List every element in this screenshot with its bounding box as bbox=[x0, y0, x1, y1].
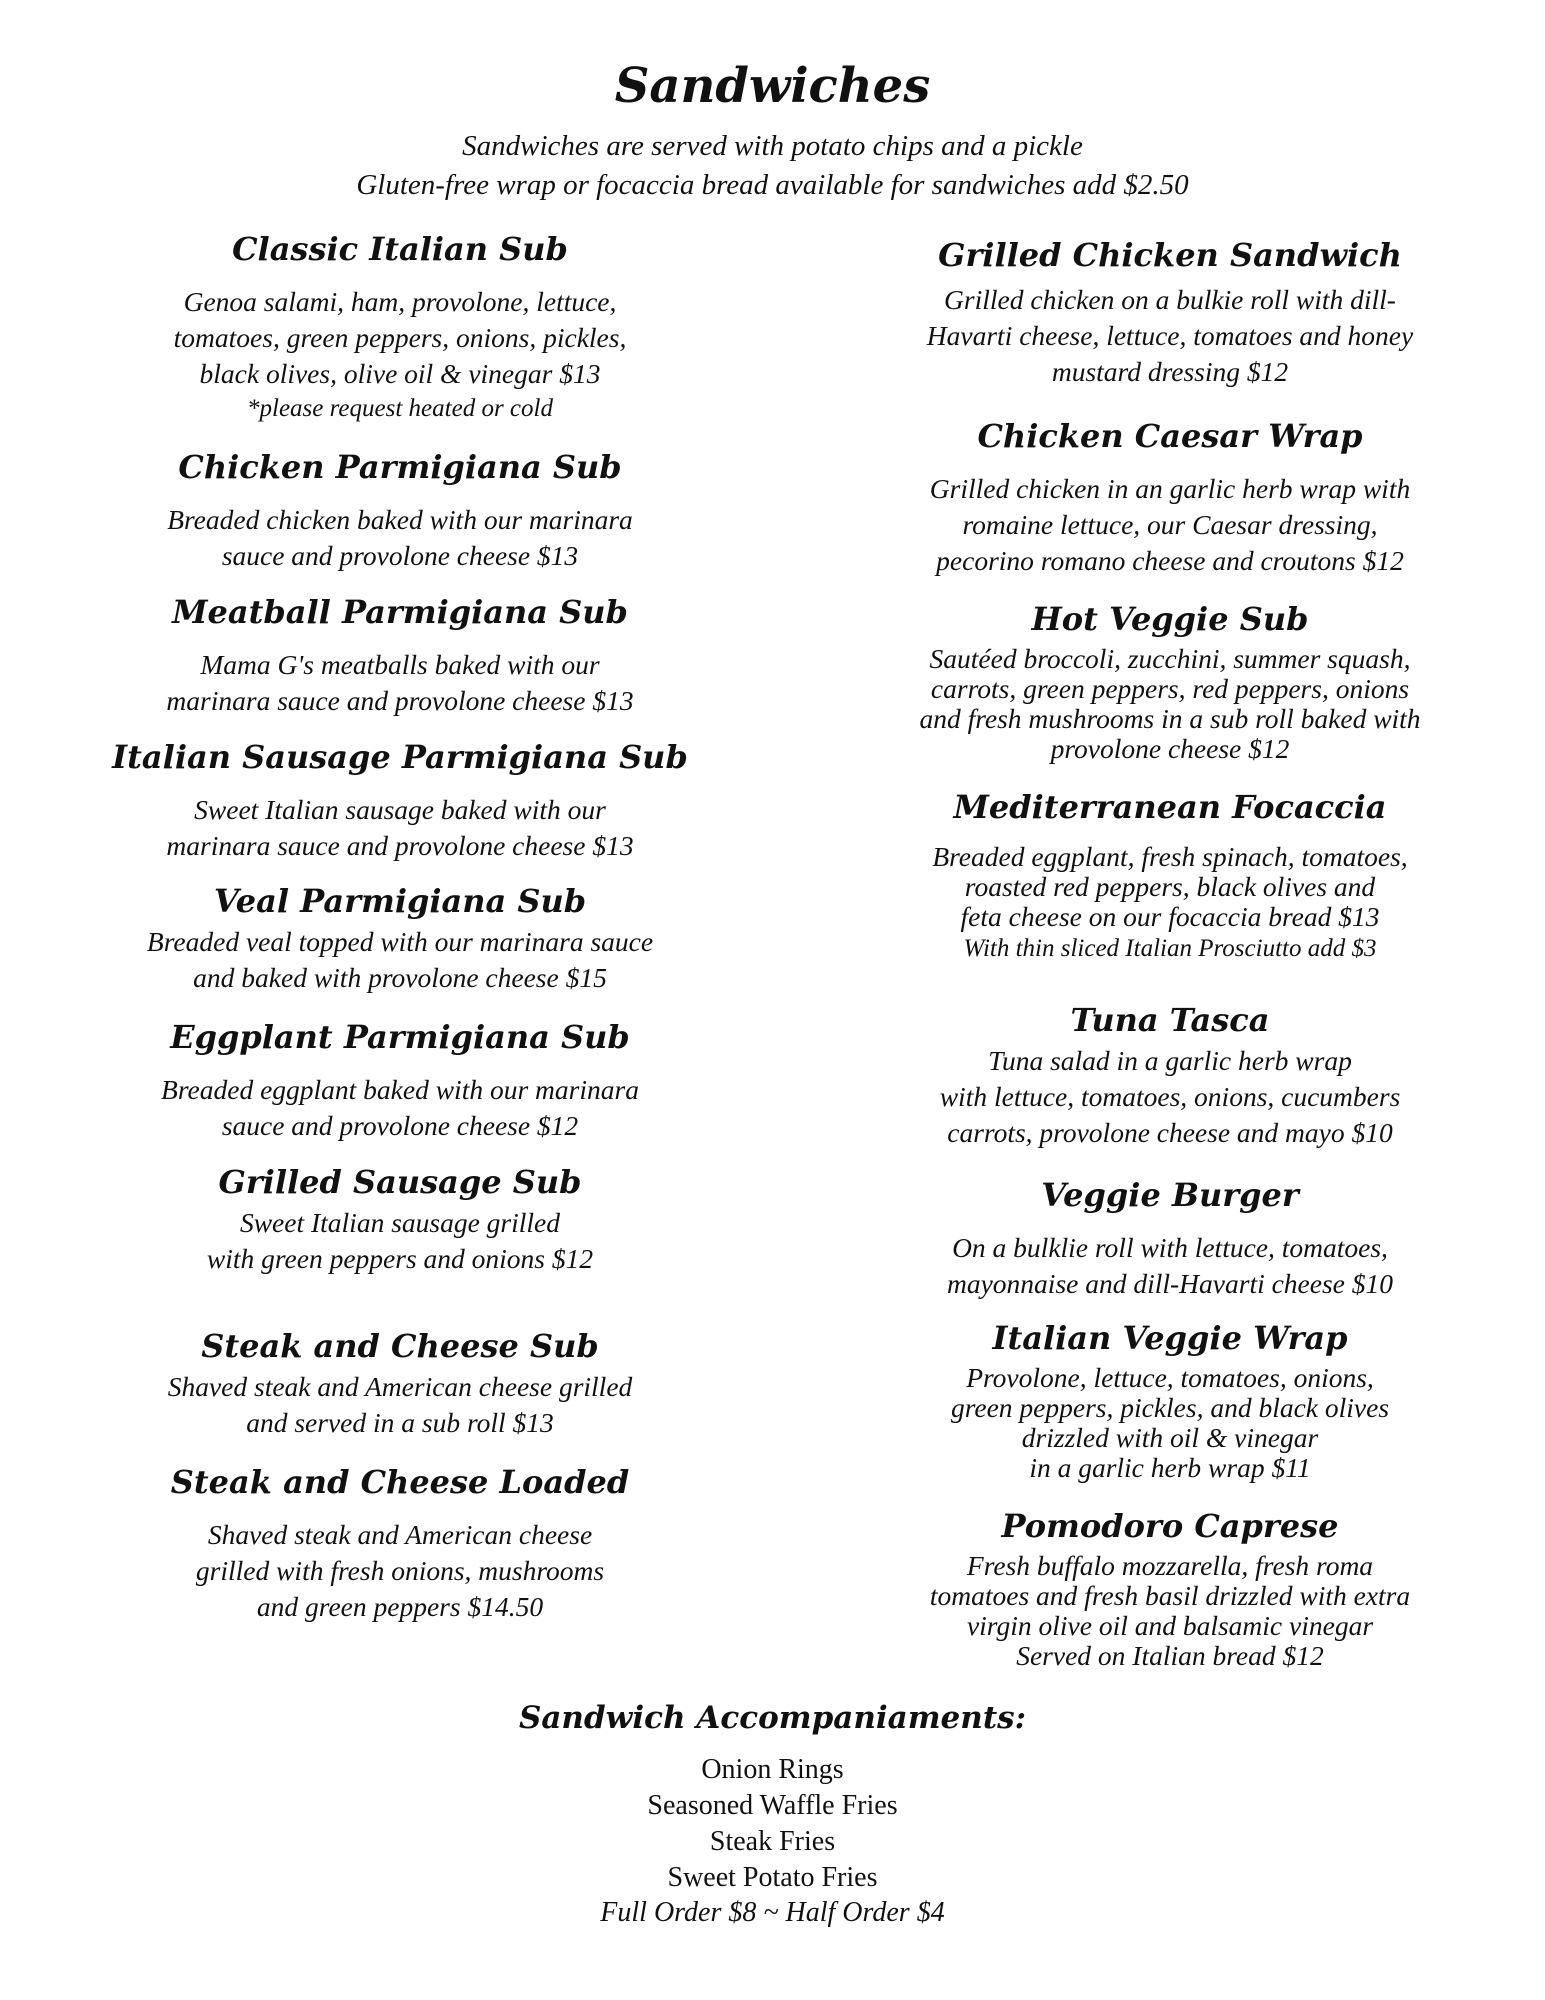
item-name: Meatball Parmigiana Sub bbox=[172, 593, 628, 631]
item-description: Breaded eggplant baked with our marinara sauce and provolone cheese $12 bbox=[161, 1074, 639, 1142]
item-name: Classic Italian Sub bbox=[232, 230, 568, 268]
item-description: Mama G's meatballs baked with our marinara sauce and provolone cheese $13 bbox=[166, 649, 634, 717]
item-description: Breaded chicken baked with our marinara sauce and provolone cheese $13 bbox=[167, 504, 633, 572]
menu-item-veggie-burger bbox=[860, 1176, 1480, 1302]
menu-subtitle-gluten-free: Gluten-free wrap or focaccia bread available for sandwiches add $2.50 bbox=[356, 169, 1189, 201]
item-description: Tuna salad in a garlic herb wrap with lettuce, tomatoes, onions, cucumbers carrots, provolone cheese and mayo $10 bbox=[939, 1045, 1401, 1149]
page-title: Sandwiches bbox=[614, 58, 931, 114]
menu-subtitle-chips: Sandwiches are served with potato chips and a pickle bbox=[462, 130, 1083, 162]
item-name: Tuna Tasca bbox=[1070, 1001, 1270, 1039]
menu-item-tuna-tasca bbox=[860, 1001, 1480, 1151]
list-item: Onion Rings bbox=[701, 1754, 844, 1785]
list-item: Steak Fries bbox=[709, 1826, 836, 1857]
menu-item-eggplant-parmigiana-sub bbox=[95, 1018, 705, 1144]
item-name: Steak and Cheese Loaded bbox=[170, 1463, 630, 1501]
item-name: Chicken Caesar Wrap bbox=[977, 417, 1363, 455]
menu-item-chicken-parmigiana-sub bbox=[95, 448, 705, 574]
item-description: Provolone, lettuce, tomatoes, onions, green peppers, pickles, and black olives drizzled with oil & vinegar in a garlic herb wrap $11 bbox=[950, 1362, 1390, 1484]
item-name: Grilled Sausage Sub bbox=[218, 1163, 582, 1201]
item-description: Shaved steak and American cheese grilled and served in a sub roll $13 bbox=[167, 1371, 633, 1439]
menu-item-grilled-sausage-sub bbox=[95, 1163, 705, 1277]
item-name: Italian Sausage Parmigiana Sub bbox=[112, 738, 688, 776]
menu-item-steak-and-cheese-sub bbox=[95, 1327, 705, 1441]
menu-item-italian-veggie-wrap bbox=[860, 1319, 1480, 1483]
item-name: Grilled Chicken Sandwich bbox=[938, 236, 1402, 274]
menu-item-classic-italian-sub bbox=[95, 230, 705, 426]
menu-item-italian-sausage-parmigiana-sub bbox=[95, 738, 705, 864]
item-name: Hot Veggie Sub bbox=[1031, 600, 1309, 638]
menu-item-hot-veggie-sub bbox=[860, 600, 1480, 764]
item-description: Breaded veal topped with our marinara sauce and baked with provolone cheese $15 bbox=[146, 926, 654, 994]
menu-item-chicken-caesar-wrap bbox=[860, 417, 1480, 579]
item-description: Grilled chicken on a bulkie roll with dill- Havarti cheese, lettuce, tomatoes and honey mustard dressing $12 bbox=[926, 284, 1414, 388]
item-name: Veal Parmigiana Sub bbox=[213, 882, 587, 920]
menu-item-meatball-parmigiana-sub bbox=[95, 593, 705, 719]
item-description: Breaded eggplant, fresh spinach, tomatoes, roasted red peppers, black olives and feta cheese on our focaccia bread $13 bbox=[932, 841, 1408, 933]
item-description: Shaved steak and American cheese grilled with fresh onions, mushrooms and green peppers $14.50 bbox=[195, 1519, 605, 1623]
item-description: Sweet Italian sausage grilled with green peppers and onions $12 bbox=[206, 1207, 594, 1275]
list-item: Seasoned Waffle Fries bbox=[647, 1790, 898, 1821]
menu-item-mediterranean-focaccia bbox=[860, 788, 1480, 966]
accompaniments-title: Sandwich Accompaniaments: bbox=[518, 1700, 1027, 1736]
item-name: Pomodoro Caprese bbox=[1001, 1507, 1339, 1545]
accompaniments-list bbox=[0, 1752, 1545, 1896]
item-note: With thin sliced Italian Prosciutto add $3 bbox=[963, 935, 1377, 963]
item-description: Sautéed broccoli, zucchini, summer squash, carrots, green peppers, red peppers, onions and fresh mushrooms in a sub roll baked with provolone cheese $12 bbox=[919, 643, 1421, 765]
menu-item-steak-and-cheese-loaded bbox=[95, 1463, 705, 1625]
item-name: Eggplant Parmigiana Sub bbox=[170, 1018, 630, 1056]
menu-item-grilled-chicken-sandwich bbox=[860, 236, 1480, 390]
item-name: Mediterranean Focaccia bbox=[953, 788, 1387, 826]
list-item: Sweet Potato Fries bbox=[667, 1862, 878, 1893]
item-description: Sweet Italian sausage baked with our marinara sauce and provolone cheese $13 bbox=[166, 794, 634, 862]
item-name: Steak and Cheese Sub bbox=[201, 1327, 599, 1365]
item-description: On a bulklie roll with lettuce, tomatoes, mayonnaise and dill-Havarti cheese $10 bbox=[946, 1232, 1393, 1300]
item-description: Genoa salami, ham, provolone, lettuce, tomatoes, green peppers, onions, pickles, black olives, olive oil & vinegar $13 bbox=[173, 286, 627, 390]
accompaniments-price: Full Order $8 ~ Half Order $4 bbox=[600, 1897, 945, 1928]
item-name: Chicken Parmigiana Sub bbox=[178, 448, 622, 486]
menu-item-veal-parmigiana-sub bbox=[95, 882, 705, 996]
item-name: Veggie Burger bbox=[1041, 1176, 1299, 1214]
item-description: Fresh buffalo mozzarella, fresh roma tomatoes and fresh basil drizzled with extra virgin olive oil and balsamic vinegar Served on Italian bread $12 bbox=[929, 1550, 1411, 1672]
item-name: Italian Veggie Wrap bbox=[992, 1319, 1348, 1357]
item-description: Grilled chicken in an garlic herb wrap with romaine lettuce, our Caesar dressing, pecorino romano cheese and croutons $12 bbox=[929, 473, 1411, 577]
menu-item-pomodoro-caprese bbox=[860, 1507, 1480, 1671]
item-note: *please request heated or cold bbox=[247, 395, 553, 423]
